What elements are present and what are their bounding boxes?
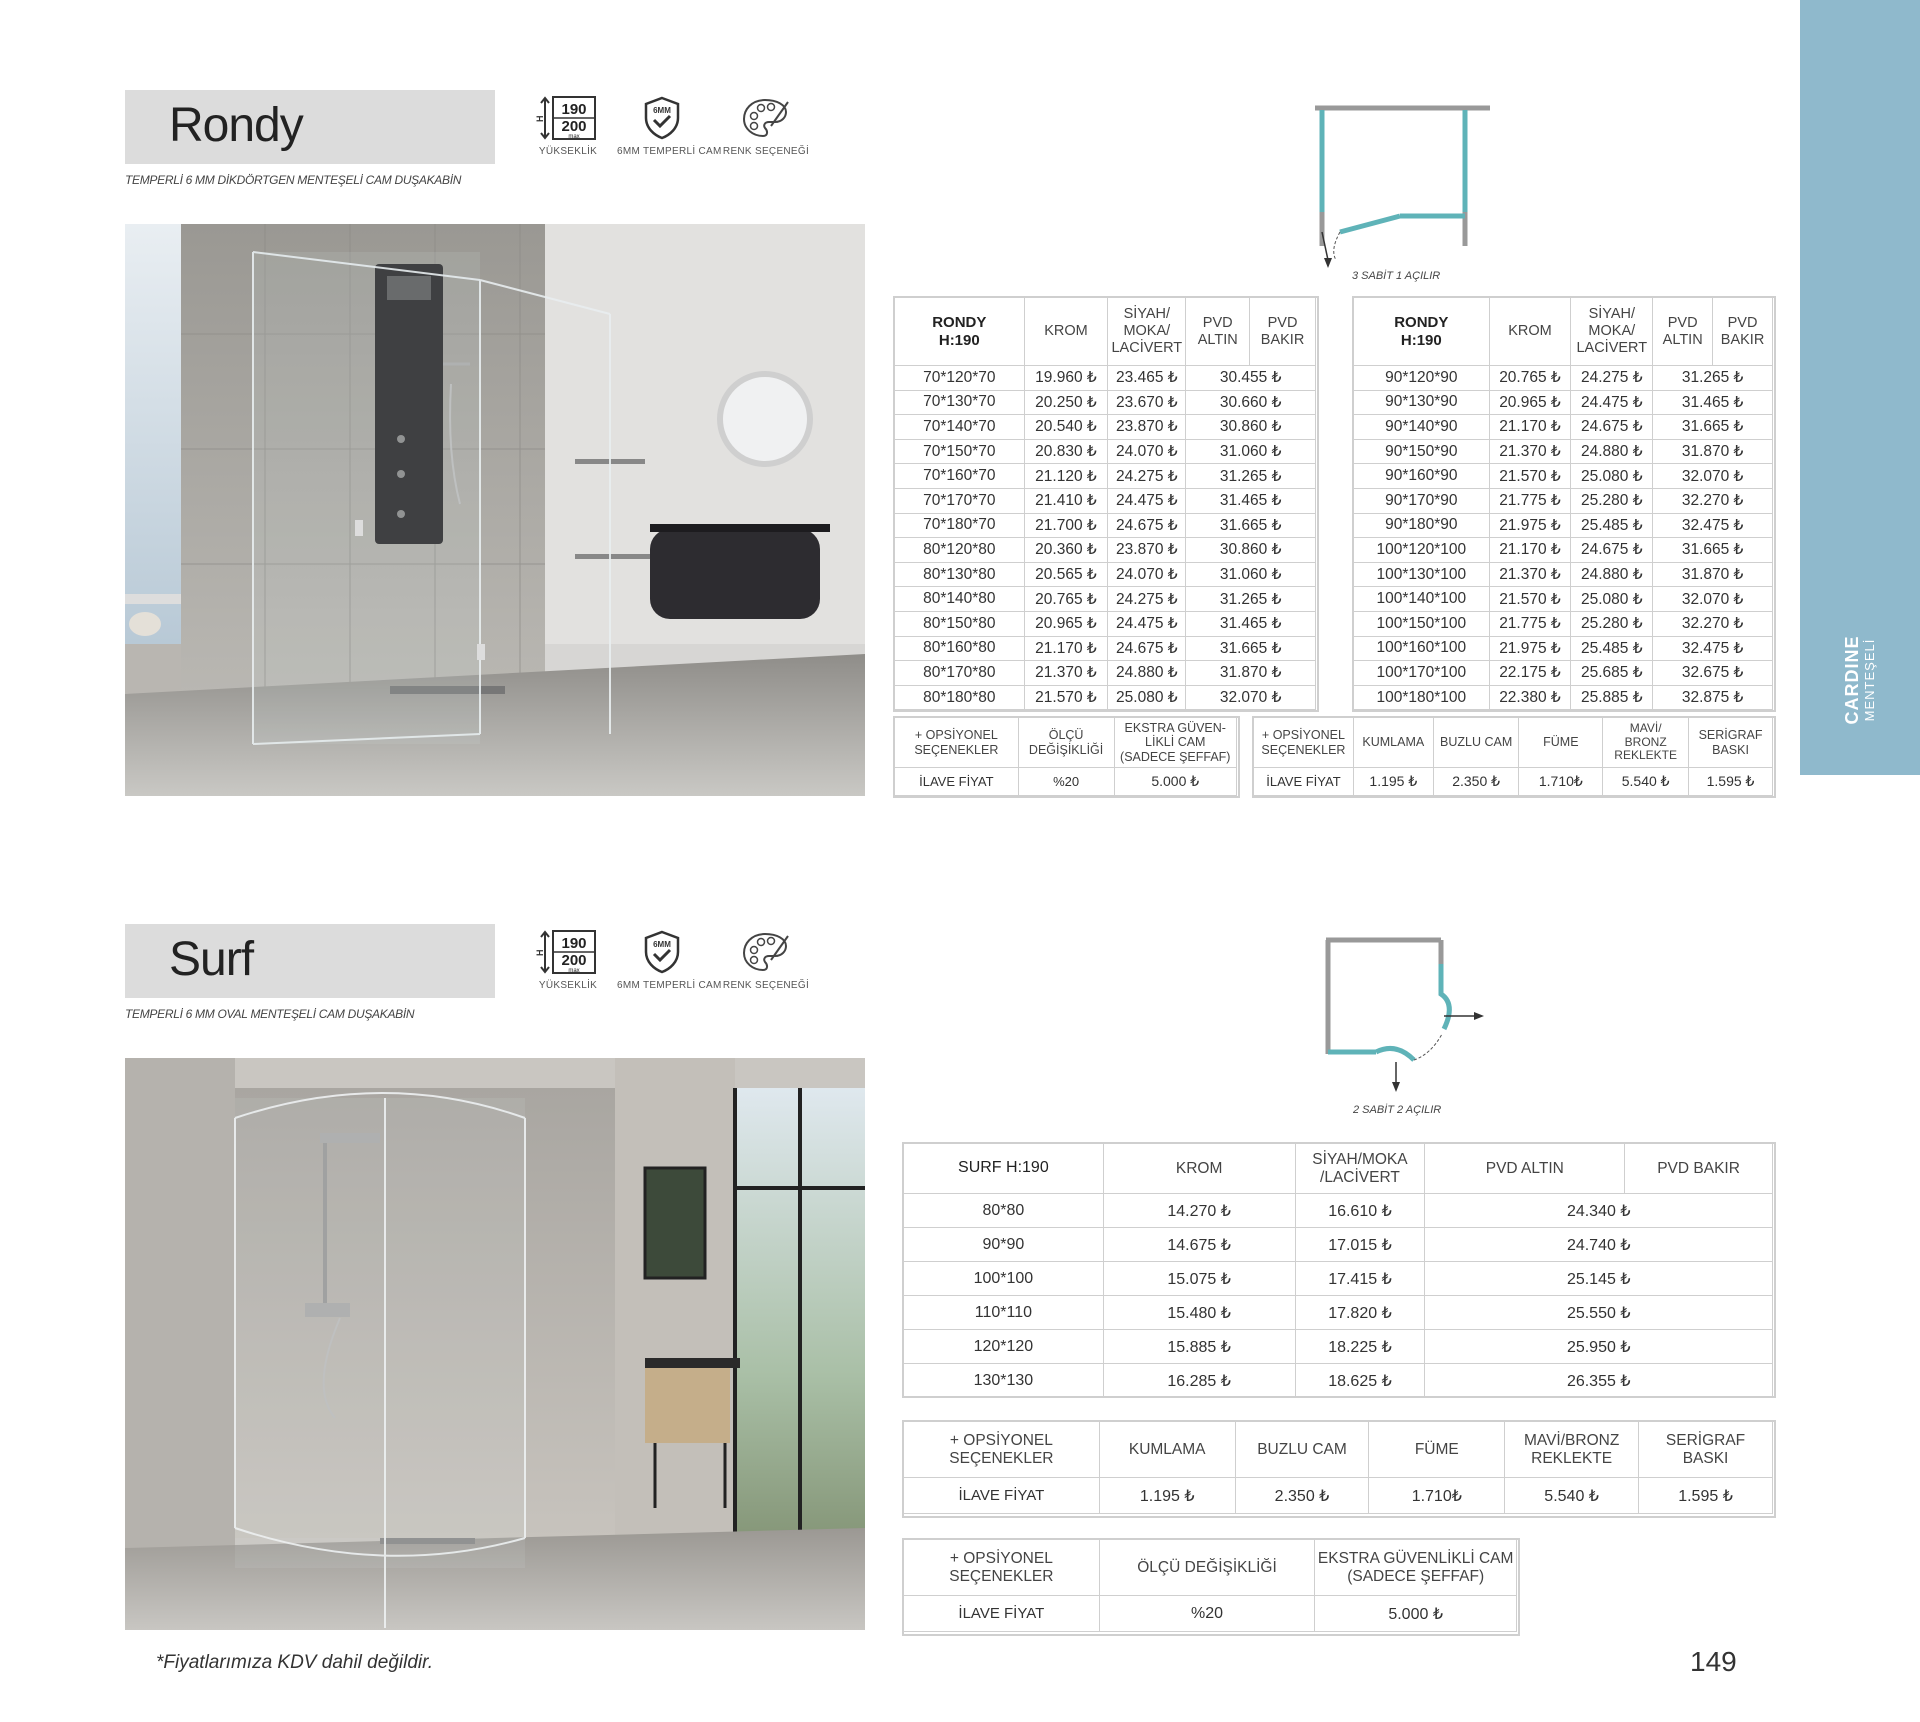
option-cell: 5.000 ₺	[1315, 1596, 1517, 1632]
price-cell: 16.285 ₺	[1103, 1364, 1295, 1398]
price-cell: 31.870 ₺	[1186, 661, 1316, 686]
price-cell: 31.465 ₺	[1186, 611, 1316, 636]
surf-color-feature	[721, 928, 811, 991]
price-cell: 32.475 ₺	[1653, 513, 1773, 538]
option-header: MAVİ/ BRONZ REKLEKTE	[1603, 718, 1689, 768]
price-cell: 24.880 ₺	[1571, 562, 1653, 587]
option-cell: 2.350 ₺	[1235, 1478, 1369, 1514]
size-cell: 70*180*70	[895, 513, 1025, 538]
option-cell: 1.595 ₺	[1689, 768, 1773, 796]
option-header: + OPSİYONEL SEÇENEKLER	[904, 1540, 1100, 1596]
price-cell: 18.225 ₺	[1295, 1330, 1425, 1364]
price-cell: 31.870 ₺	[1653, 439, 1773, 464]
table-row	[1354, 439, 1773, 464]
side-tab	[1800, 0, 1920, 775]
price-cell: 31.265 ₺	[1653, 366, 1773, 391]
price-cell: 31.465 ₺	[1653, 390, 1773, 415]
price-cell: 25.280 ₺	[1571, 488, 1653, 513]
table-row	[904, 1296, 1773, 1330]
option-cell: 5.540 ₺	[1603, 768, 1689, 796]
price-cell: 22.380 ₺	[1489, 685, 1571, 710]
price-cell: 24.675 ₺	[1108, 513, 1186, 538]
size-cell: 70*170*70	[895, 488, 1025, 513]
surf-photo	[125, 1058, 865, 1630]
option-cell: %20	[1018, 768, 1114, 796]
svg-text:H: H	[535, 115, 545, 122]
option-header: EKSTRA GÜVENLİKLİ CAM (SADECE ŞEFFAF)	[1315, 1540, 1517, 1596]
rondy-options-left	[894, 717, 1237, 796]
price-cell: 31.265 ₺	[1186, 464, 1316, 489]
size-cell: 90*160*90	[1354, 464, 1490, 489]
size-cell: 80*120*80	[895, 538, 1025, 563]
table-row	[895, 415, 1316, 440]
table-row	[895, 513, 1316, 538]
size-cell: 90*120*90	[1354, 366, 1490, 391]
price-cell: 14.675 ₺	[1103, 1228, 1295, 1262]
svg-text:6MM: 6MM	[653, 940, 671, 949]
surf-layout-diagram	[1316, 934, 1486, 1099]
glass-label: 6MM TEMPERLİ CAM	[617, 146, 722, 157]
rondy-photo	[125, 224, 865, 796]
size-cell: 90*130*90	[1354, 390, 1490, 415]
option-header: + OPSİYONEL SEÇENEKLER	[904, 1422, 1100, 1478]
size-cell: 80*80	[904, 1194, 1104, 1228]
size-cell: 80*150*80	[895, 611, 1025, 636]
size-cell: 70*150*70	[895, 439, 1025, 464]
option-header: ÖLÇÜ DEĞİŞİKLİĞİ	[1099, 1540, 1315, 1596]
surf-diagram-caption: 2 SABİT 2 AÇILIR	[1353, 1104, 1442, 1116]
table-row	[895, 538, 1316, 563]
price-cell: 31.265 ₺	[1186, 587, 1316, 612]
option-header: FÜME	[1519, 718, 1603, 768]
price-cell: 32.270 ₺	[1653, 611, 1773, 636]
size-cell: 90*170*90	[1354, 488, 1490, 513]
shield-icon	[642, 930, 682, 974]
svg-text:max: max	[568, 134, 580, 140]
table-row	[904, 1228, 1773, 1262]
size-cell: 70*160*70	[895, 464, 1025, 489]
price-cell: 24.880 ₺	[1571, 439, 1653, 464]
price-cell: 20.360 ₺	[1024, 538, 1108, 563]
surf-title: Surf	[169, 933, 254, 986]
price-cell: 14.270 ₺	[1103, 1194, 1295, 1228]
table-row	[1354, 538, 1773, 563]
table-row	[1354, 390, 1773, 415]
table-header: KROM	[1103, 1144, 1295, 1194]
table-row	[895, 661, 1316, 686]
table-row	[904, 1194, 1773, 1228]
price-cell: 25.550 ₺	[1425, 1296, 1773, 1330]
option-cell: 1.710₺	[1369, 1478, 1505, 1514]
price-cell: 30.860 ₺	[1186, 415, 1316, 440]
price-cell: 25.685 ₺	[1571, 661, 1653, 686]
price-cell: 23.465 ₺	[1108, 366, 1186, 391]
surf-subtitle: TEMPERLİ 6 MM OVAL MENTEŞELİ CAM DUŞAKABİN	[125, 1007, 415, 1021]
option-cell: 5.000 ₺	[1114, 768, 1236, 796]
price-cell: 25.080 ₺	[1571, 464, 1653, 489]
table-row	[1354, 587, 1773, 612]
surf-title-bar	[125, 924, 495, 998]
price-cell: 15.885 ₺	[1103, 1330, 1295, 1364]
svg-text:max: max	[568, 968, 580, 974]
size-cell: 80*180*80	[895, 685, 1025, 710]
price-cell: 31.665 ₺	[1653, 415, 1773, 440]
table-row	[895, 587, 1316, 612]
price-cell: 21.170 ₺	[1489, 415, 1571, 440]
table-row	[1354, 488, 1773, 513]
table-header: PVD BAKIR	[1625, 1144, 1773, 1194]
price-cell: 25.485 ₺	[1571, 636, 1653, 661]
svg-text:H: H	[535, 949, 545, 956]
height-label: YÜKSEKLİK	[538, 146, 598, 157]
price-cell: 24.880 ₺	[1108, 661, 1186, 686]
price-cell: 23.870 ₺	[1108, 415, 1186, 440]
table-row	[1354, 513, 1773, 538]
option-header: EKSTRA GÜVEN- LİKLİ CAM (SADECE ŞEFFAF)	[1114, 718, 1236, 768]
size-cell: 130*130	[904, 1364, 1104, 1398]
rondy-title: Rondy	[169, 99, 303, 152]
surf-price-table	[903, 1143, 1773, 1398]
option-header: MAVİ/BRONZ REKLEKTE	[1505, 1422, 1639, 1478]
table-header: PVD ALTIN	[1425, 1144, 1625, 1194]
price-cell: 25.950 ₺	[1425, 1330, 1773, 1364]
price-cell: 15.075 ₺	[1103, 1262, 1295, 1296]
price-cell: 17.415 ₺	[1295, 1262, 1425, 1296]
table-row	[904, 1364, 1773, 1398]
surf-options-a	[903, 1421, 1773, 1514]
price-cell: 20.250 ₺	[1024, 390, 1108, 415]
price-cell: 17.820 ₺	[1295, 1296, 1425, 1330]
color-label: RENK SEÇENEĞİ	[722, 146, 810, 157]
palette-icon	[741, 96, 791, 140]
price-cell: 31.060 ₺	[1186, 562, 1316, 587]
table-row	[1354, 636, 1773, 661]
svg-text:190: 190	[561, 935, 587, 952]
table-row	[1354, 366, 1773, 391]
size-cell: 120*120	[904, 1330, 1104, 1364]
table-header: SİYAH/ MOKA/ LACİVERT	[1571, 298, 1653, 366]
side-tab-brand: CARDINE	[1841, 635, 1862, 725]
option-cell: 1.195 ₺	[1099, 1478, 1235, 1514]
table-row	[1354, 562, 1773, 587]
price-cell: 21.570 ₺	[1489, 587, 1571, 612]
price-cell: 20.830 ₺	[1024, 439, 1108, 464]
size-cell: 70*120*70	[895, 366, 1025, 391]
option-cell: İLAVE FİYAT	[904, 1478, 1100, 1514]
size-cell: 80*170*80	[895, 661, 1025, 686]
price-cell: 21.370 ₺	[1024, 661, 1108, 686]
option-header: SERİGRAF BASKI	[1689, 718, 1773, 768]
table-row	[895, 611, 1316, 636]
price-cell: 21.570 ₺	[1024, 685, 1108, 710]
price-cell: 21.370 ₺	[1489, 562, 1571, 587]
side-tab-category: MENTEŞELİ	[1861, 638, 1877, 722]
price-cell: 24.070 ₺	[1108, 562, 1186, 587]
size-cell: 100*150*100	[1354, 611, 1490, 636]
size-cell: 80*160*80	[895, 636, 1025, 661]
size-cell: 90*180*90	[1354, 513, 1490, 538]
rondy-subtitle: TEMPERLİ 6 MM DİKDÖRTGEN MENTEŞELİ CAM DUŞAKABİN	[125, 173, 462, 187]
option-header: KUMLAMA	[1099, 1422, 1235, 1478]
size-cell: 100*160*100	[1354, 636, 1490, 661]
price-cell: 24.675 ₺	[1571, 538, 1653, 563]
price-cell: 21.170 ₺	[1489, 538, 1571, 563]
price-cell: 21.775 ₺	[1489, 611, 1571, 636]
table-row	[1354, 685, 1773, 710]
price-cell: 31.870 ₺	[1653, 562, 1773, 587]
price-cell: 19.960 ₺	[1024, 366, 1108, 391]
table-header: KROM	[1489, 298, 1571, 366]
price-cell: 25.885 ₺	[1571, 685, 1653, 710]
table-row	[904, 1330, 1773, 1364]
price-cell: 32.675 ₺	[1653, 661, 1773, 686]
price-cell: 30.455 ₺	[1186, 366, 1316, 391]
table-header: KROM	[1024, 298, 1108, 366]
price-cell: 32.070 ₺	[1186, 685, 1316, 710]
rondy-glass-feature	[617, 94, 722, 157]
size-cell: 80*130*80	[895, 562, 1025, 587]
price-cell: 20.965 ₺	[1489, 390, 1571, 415]
price-cell: 24.475 ₺	[1571, 390, 1653, 415]
price-cell: 31.465 ₺	[1186, 488, 1316, 513]
price-cell: 25.145 ₺	[1425, 1262, 1773, 1296]
price-cell: 31.665 ₺	[1186, 513, 1316, 538]
size-cell: 90*140*90	[1354, 415, 1490, 440]
price-cell: 25.080 ₺	[1108, 685, 1186, 710]
price-cell: 24.275 ₺	[1108, 464, 1186, 489]
rondy-title-bar	[125, 90, 495, 164]
table-row	[1354, 415, 1773, 440]
price-cell: 24.740 ₺	[1425, 1228, 1773, 1262]
price-cell: 20.565 ₺	[1024, 562, 1108, 587]
price-cell: 20.965 ₺	[1024, 611, 1108, 636]
price-cell: 31.060 ₺	[1186, 439, 1316, 464]
price-cell: 16.610 ₺	[1295, 1194, 1425, 1228]
option-header: + OPSİYONEL SEÇENEKLER	[1254, 718, 1354, 768]
table-header: SİYAH/MOKA /LACİVERT	[1295, 1144, 1425, 1194]
table-row	[1354, 661, 1773, 686]
option-header: FÜME	[1369, 1422, 1505, 1478]
price-cell: 22.175 ₺	[1489, 661, 1571, 686]
table-row	[895, 562, 1316, 587]
price-cell: 15.480 ₺	[1103, 1296, 1295, 1330]
height-icon	[537, 95, 599, 141]
price-cell: 24.275 ₺	[1108, 587, 1186, 612]
size-cell: 100*180*100	[1354, 685, 1490, 710]
price-cell: 32.070 ₺	[1653, 587, 1773, 612]
rondy-height-feature	[523, 94, 613, 157]
price-cell: 31.665 ₺	[1653, 538, 1773, 563]
price-cell: 23.670 ₺	[1108, 390, 1186, 415]
table-row	[895, 464, 1316, 489]
option-header: KUMLAMA	[1353, 718, 1433, 768]
option-header: ÖLÇÜ DEĞİŞİKLİĞİ	[1018, 718, 1114, 768]
option-cell: 2.350 ₺	[1433, 768, 1519, 796]
price-cell: 18.625 ₺	[1295, 1364, 1425, 1398]
table-row	[1354, 464, 1773, 489]
table-row	[895, 366, 1316, 391]
price-cell: 24.275 ₺	[1571, 366, 1653, 391]
rondy-price-table-right	[1353, 297, 1773, 710]
option-header: + OPSİYONEL SEÇENEKLER	[895, 718, 1019, 768]
vat-note: *Fiyatlarımıza KDV dahil değildir.	[156, 1652, 434, 1673]
option-cell: İLAVE FİYAT	[904, 1596, 1100, 1632]
price-cell: 23.870 ₺	[1108, 538, 1186, 563]
price-cell: 32.270 ₺	[1653, 488, 1773, 513]
price-cell: 21.700 ₺	[1024, 513, 1108, 538]
option-cell: 1.595 ₺	[1639, 1478, 1773, 1514]
rondy-color-feature	[721, 94, 811, 157]
svg-text:200: 200	[561, 118, 587, 135]
size-cell: 70*130*70	[895, 390, 1025, 415]
height-icon	[537, 929, 599, 975]
table-header: RONDY H:190	[895, 298, 1025, 366]
table-row	[1354, 611, 1773, 636]
price-cell: 26.355 ₺	[1425, 1364, 1773, 1398]
price-cell: 24.675 ₺	[1108, 636, 1186, 661]
size-cell: 110*110	[904, 1296, 1104, 1330]
price-cell: 30.860 ₺	[1186, 538, 1316, 563]
table-row	[895, 439, 1316, 464]
surf-height-feature	[523, 928, 613, 991]
option-header: BUZLU CAM	[1433, 718, 1519, 768]
rondy-layout-diagram	[1300, 100, 1505, 290]
svg-text:200: 200	[561, 952, 587, 969]
price-cell: 21.120 ₺	[1024, 464, 1108, 489]
height-label: YÜKSEKLİK	[538, 980, 598, 991]
table-header: PVD ALTIN	[1186, 298, 1250, 366]
option-cell: 5.540 ₺	[1505, 1478, 1639, 1514]
svg-text:190: 190	[561, 101, 587, 118]
size-cell: 90*90	[904, 1228, 1104, 1262]
price-cell: 30.660 ₺	[1186, 390, 1316, 415]
table-row	[904, 1262, 1773, 1296]
size-cell: 100*130*100	[1354, 562, 1490, 587]
rondy-price-table-left	[894, 297, 1316, 710]
price-cell: 20.765 ₺	[1024, 587, 1108, 612]
price-cell: 32.070 ₺	[1653, 464, 1773, 489]
option-cell: 1.195 ₺	[1353, 768, 1433, 796]
price-cell: 20.540 ₺	[1024, 415, 1108, 440]
price-cell: 32.875 ₺	[1653, 685, 1773, 710]
price-cell: 21.570 ₺	[1489, 464, 1571, 489]
rondy-diagram-caption: 3 SABİT 1 AÇILIR	[1352, 270, 1441, 282]
price-cell: 20.765 ₺	[1489, 366, 1571, 391]
price-cell: 21.975 ₺	[1489, 636, 1571, 661]
price-cell: 32.475 ₺	[1653, 636, 1773, 661]
page-number: 149	[1690, 1646, 1737, 1677]
surf-glass-feature	[617, 928, 722, 991]
size-cell: 100*140*100	[1354, 587, 1490, 612]
price-cell: 21.775 ₺	[1489, 488, 1571, 513]
size-cell: 90*150*90	[1354, 439, 1490, 464]
table-row	[895, 685, 1316, 710]
price-cell: 25.485 ₺	[1571, 513, 1653, 538]
price-cell: 24.340 ₺	[1425, 1194, 1773, 1228]
table-header: SURF H:190	[904, 1144, 1104, 1194]
option-cell: %20	[1099, 1596, 1315, 1632]
svg-text:6MM: 6MM	[653, 106, 671, 115]
surf-options-b	[903, 1539, 1517, 1632]
option-header: BUZLU CAM	[1235, 1422, 1369, 1478]
size-cell: 100*170*100	[1354, 661, 1490, 686]
shield-icon	[642, 96, 682, 140]
table-header: SİYAH/ MOKA/ LACİVERT	[1108, 298, 1186, 366]
table-header: PVD ALTIN	[1653, 298, 1713, 366]
price-cell: 24.475 ₺	[1108, 488, 1186, 513]
table-header: PVD BAKIR	[1713, 298, 1773, 366]
table-row	[895, 488, 1316, 513]
option-header: SERİGRAF BASKI	[1639, 1422, 1773, 1478]
price-cell: 24.475 ₺	[1108, 611, 1186, 636]
price-cell: 17.015 ₺	[1295, 1228, 1425, 1262]
price-cell: 25.280 ₺	[1571, 611, 1653, 636]
price-cell: 24.070 ₺	[1108, 439, 1186, 464]
option-cell: İLAVE FİYAT	[895, 768, 1019, 796]
size-cell: 70*140*70	[895, 415, 1025, 440]
price-cell: 21.410 ₺	[1024, 488, 1108, 513]
price-cell: 21.170 ₺	[1024, 636, 1108, 661]
table-row	[895, 636, 1316, 661]
option-cell: İLAVE FİYAT	[1254, 768, 1354, 796]
size-cell: 100*120*100	[1354, 538, 1490, 563]
rondy-options-right	[1253, 717, 1773, 796]
price-cell: 24.675 ₺	[1571, 415, 1653, 440]
size-cell: 100*100	[904, 1262, 1104, 1296]
option-cell: 1.710₺	[1519, 768, 1603, 796]
size-cell: 80*140*80	[895, 587, 1025, 612]
price-cell: 31.665 ₺	[1186, 636, 1316, 661]
table-header: RONDY H:190	[1354, 298, 1490, 366]
table-row	[895, 390, 1316, 415]
price-cell: 21.370 ₺	[1489, 439, 1571, 464]
palette-icon	[741, 930, 791, 974]
color-label: RENK SEÇENEĞİ	[722, 980, 810, 991]
price-cell: 25.080 ₺	[1571, 587, 1653, 612]
price-cell: 21.975 ₺	[1489, 513, 1571, 538]
table-header: PVD BAKIR	[1250, 298, 1316, 366]
glass-label: 6MM TEMPERLİ CAM	[617, 980, 722, 991]
